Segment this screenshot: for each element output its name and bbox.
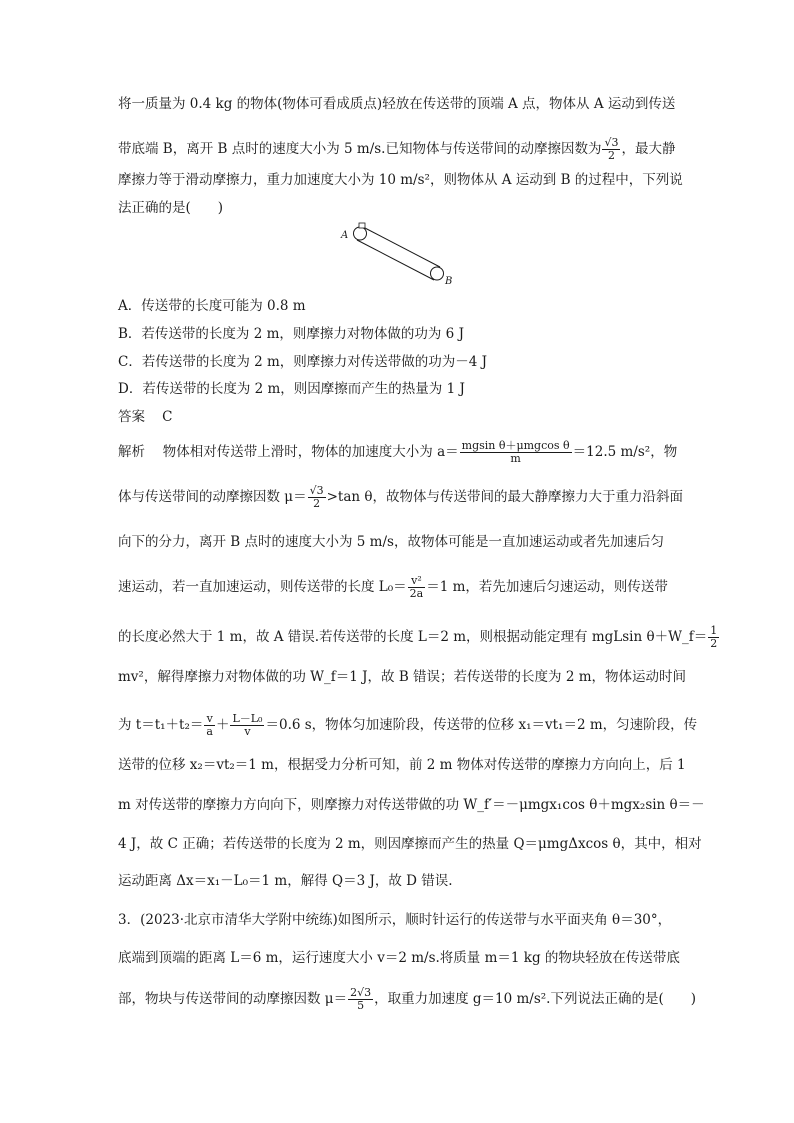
- fraction-numerator: 2√3: [350, 986, 372, 999]
- answer-value: C: [162, 409, 173, 425]
- analysis-line-2: [118, 484, 683, 510]
- plus-sign: ＋: [215, 717, 230, 733]
- problem3-line-1: 3．(2023·北京市清华大学附中统练)如图所示，顺时针运行的传送带与水平面夹角 θ＝30°，: [118, 912, 672, 928]
- analysis-line-5: [118, 624, 718, 650]
- fraction-numerator: mgsin θ＋μmgcos θ: [461, 439, 570, 452]
- option-b: B．若传送带的长度为 2 m，则摩擦力对物体做的功为 6 J: [118, 326, 464, 342]
- fraction-numerator: √3: [309, 484, 324, 497]
- problem-line-4: 法正确的是( ): [118, 200, 224, 216]
- object-block: [359, 223, 365, 228]
- analysis-line-7-text-a: 为 t＝t₁＋t₂＝: [118, 717, 204, 733]
- analysis-line-3: 向下的分力，离开 B 点时的速度大小为 5 m/s，故物体可能是一直加速运动或者先加速后匀: [118, 534, 664, 550]
- fraction-numerator: v: [204, 713, 215, 726]
- fraction-numerator: L－L₀: [232, 712, 263, 725]
- analysis-line-5-text-a: 的长度必然大于 1 m，故 A 错误.若传送带的长度 L＝2 m，则根据动能定理有 mgLsin θ＋W_f＝: [118, 629, 708, 645]
- conveyor-belt-figure: [338, 220, 468, 290]
- t2-fraction: [230, 713, 264, 738]
- analysis-line-1: [118, 440, 678, 465]
- option-a: A．传送带的长度可能为 0.8 m: [118, 298, 306, 314]
- fraction-denominator: a: [206, 725, 213, 738]
- analysis-line-9: m 对传送带的摩擦力方向向下，则摩擦力对传送带做的功 W_f′＝－μmgx₁cos θ＋mgx₂sin θ＝－: [118, 797, 705, 813]
- problem3-line-3-text-a: 部，物块与传送带间的动摩擦因数 μ＝: [118, 991, 348, 1007]
- t1-fraction: [204, 713, 215, 738]
- analysis-line-1-text-b: ＝12.5 m/s²，物: [572, 444, 678, 460]
- analysis-line-4-text-b: ＝1 m，若先加速后匀速运动，则传送带: [426, 579, 668, 595]
- top-pulley: [354, 227, 367, 240]
- fraction-denominator: 2a: [409, 587, 424, 600]
- fraction-denominator: 2: [313, 497, 321, 510]
- problem-line-3: 摩擦力等于滑动摩擦力，重力加速度大小为 10 m/s²，则物体从 A 运动到 B 的过程中，下列说: [118, 172, 683, 188]
- problem-line-2-text-a: 带底端 B，离开 B 点时的速度大小为 5 m/s.已知物体与传送带间的动摩擦因数为: [118, 141, 602, 157]
- option-d: D．若传送带的长度为 2 m，则因摩擦而产生的热量为 1 J: [118, 381, 465, 397]
- fraction-denominator: v: [244, 725, 251, 738]
- analysis-line-7: [118, 712, 698, 738]
- half-fraction: [708, 625, 719, 650]
- analysis-line-2-text-b: >tan θ，故物体与传送带间的最大静摩擦力大于重力沿斜面: [326, 489, 683, 505]
- analysis-line-11: 运动距离 Δx＝x₁－L₀＝1 m，解得 Q＝3 J，故 D 错误.: [118, 873, 453, 889]
- bottom-pulley: [431, 267, 444, 280]
- analysis-line-4: [118, 575, 678, 600]
- problem3-line-3: [118, 986, 697, 1012]
- analysis-line-1-text-a: 解析 物体相对传送带上滑时，物体的加速度大小为 a＝: [118, 444, 459, 460]
- fraction-denominator: 5: [357, 999, 365, 1012]
- fraction-numerator: √3: [604, 136, 619, 149]
- belt-bottom-edge: [357, 240, 434, 280]
- fraction-numerator: 1: [710, 624, 718, 637]
- problem3-mu-fraction: [348, 987, 373, 1012]
- acceleration-fraction: [460, 440, 572, 465]
- problem3-line-2: 底端到顶端的距离 L＝6 m，运行速度大小 v＝2 m/s.将质量 m＝1 kg 的物块轻放在传送带底: [118, 950, 680, 966]
- option-c: C．若传送带的长度为 2 m，则摩擦力对传送带做的功为－4 J: [118, 354, 488, 370]
- label-a: A: [341, 230, 349, 241]
- mu-fraction: [308, 485, 326, 510]
- answer-label: 答案: [118, 409, 145, 425]
- friction-coefficient-fraction: [602, 137, 620, 162]
- problem-line-2-text-b: ，最大静: [621, 141, 676, 157]
- l0-fraction: [408, 575, 426, 600]
- analysis-line-6: mv²，解得摩擦力对物体做的功 W_f＝1 J，故 B 错误；若传送带的长度为 2 m，物体运动时间: [118, 669, 687, 685]
- problem3-line-3-text-b: ，取重力加速度 g＝10 m/s².下列说法正确的是( ): [374, 991, 697, 1007]
- problem-line-1: 将一质量为 0.4 kg 的物体(物体可看成质点)轻放在传送带的顶端 A 点，物体从 A 运动到传送: [118, 96, 676, 112]
- analysis-line-4-text-a: 速运动，若一直加速运动，则传送带的长度 L₀＝: [118, 579, 407, 595]
- analysis-line-8: 送带的位移 x₂＝vt₂＝1 m，根据受力分析可知，前 2 m 物体对传送带的摩擦力方向向上，后 1: [118, 757, 686, 773]
- analysis-line-7-text-b: ＝0.6 s，物体匀加速阶段，传送带的位移 x₁＝vt₁＝2 m，匀速阶段，传: [265, 717, 698, 733]
- analysis-line-2-text-a: 体与传送带间的动摩擦因数 μ＝: [118, 489, 307, 505]
- belt-top-edge: [363, 227, 440, 267]
- fraction-numerator: v²: [408, 575, 426, 588]
- fraction-denominator: 2: [607, 149, 615, 162]
- analysis-line-10: 4 J，故 C 正确；若传送带的长度为 2 m，则因摩擦而产生的热量 Q＝μmgΔxcos θ，其中，相对: [118, 836, 702, 852]
- answer-line: [118, 405, 173, 425]
- problem-line-2: [118, 137, 678, 162]
- fraction-denominator: 2: [710, 637, 718, 650]
- label-b: B: [445, 276, 453, 287]
- fraction-denominator: m: [510, 452, 521, 465]
